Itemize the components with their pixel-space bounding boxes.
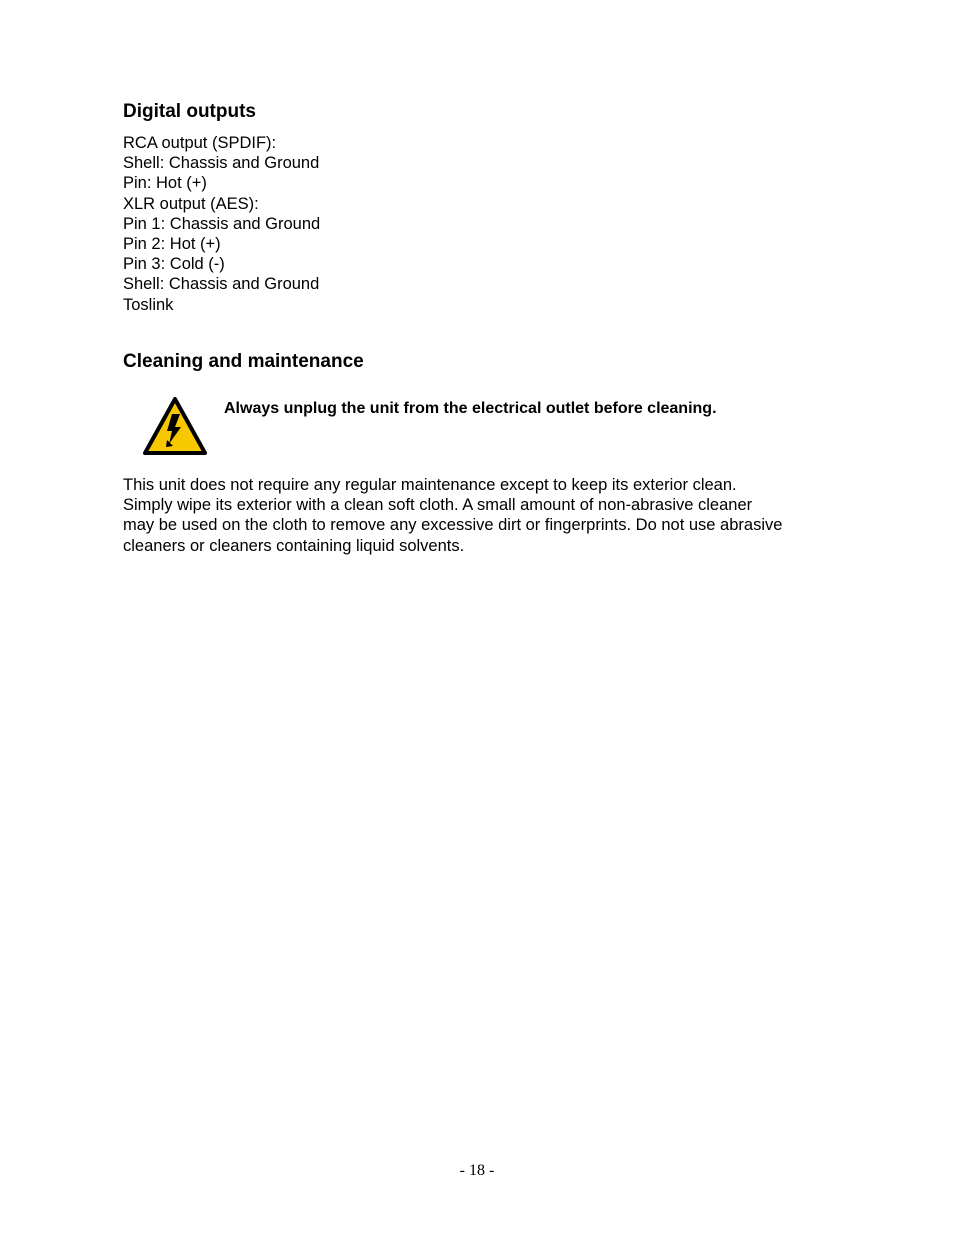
- list-item: Pin 2: Hot (+): [123, 235, 221, 254]
- electrical-hazard-icon: [142, 396, 208, 456]
- digital-outputs-heading: Digital outputs: [123, 101, 256, 122]
- list-item: Shell: Chassis and Ground: [123, 154, 320, 173]
- paragraph-line: Simply wipe its exterior with a clean soft cloth. A small amount of non-abrasive cleaner: [123, 496, 753, 515]
- list-item: Pin: Hot (+): [123, 174, 207, 193]
- maintenance-paragraph: [123, 475, 843, 556]
- list-item: RCA output (SPDIF):: [123, 134, 277, 152]
- warning-text: Always unplug the unit from the electrical outlet before cleaning.: [224, 400, 717, 417]
- list-item: Toslink: [123, 295, 174, 314]
- list-item: Pin 1: Chassis and Ground: [123, 214, 321, 233]
- paragraph-line: may be used on the cloth to remove any excessive dirt or fingerprints. Do not use abrasive: [123, 516, 783, 535]
- list-item: Pin 3: Cold (-): [123, 255, 225, 274]
- cleaning-heading: Cleaning and maintenance: [123, 351, 364, 372]
- digital-outputs-list: [123, 133, 320, 315]
- page-number: - 18 -: [459, 1162, 495, 1179]
- paragraph-line: cleaners or cleaners containing liquid solvents.: [123, 536, 465, 555]
- list-item: XLR output (AES):: [123, 194, 259, 213]
- paragraph-line: This unit does not require any regular maintenance except to keep its exterior clean.: [123, 476, 737, 494]
- list-item: Shell: Chassis and Ground: [123, 275, 320, 294]
